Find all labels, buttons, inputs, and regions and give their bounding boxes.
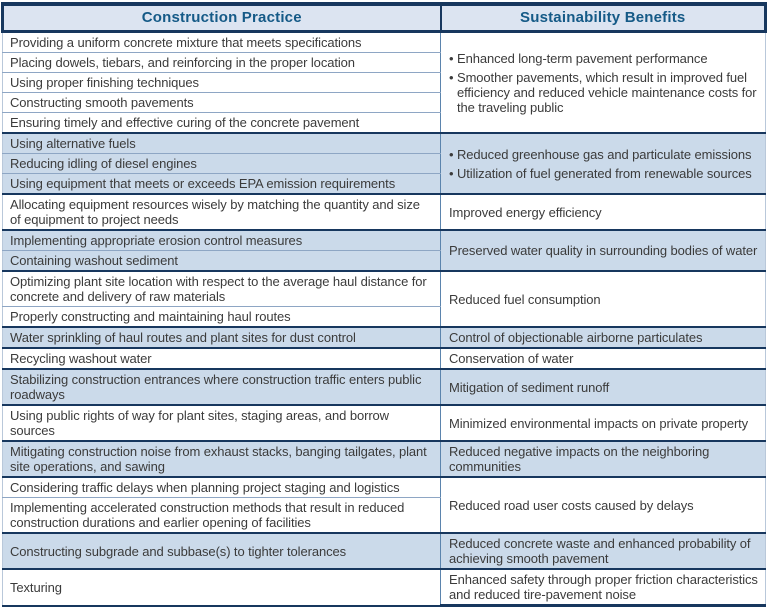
benefit-text: Conservation of water (449, 351, 574, 366)
column-header-sustainability-benefits: Sustainability Benefits (441, 4, 766, 32)
benefit-text: Minimized environmental impacts on private property (449, 415, 749, 431)
practice-cell: Constructing subgrade and subbase(s) to tighter tolerances (3, 533, 441, 569)
practice-row (3, 32, 766, 53)
benefit-cell (441, 569, 766, 606)
practice-cell: Ensuring timely and effective curing of the concrete pavement (3, 113, 441, 134)
practice-cell: Considering traffic delays when planning project staging and logistics (3, 477, 441, 498)
practice-cell: Using alternative fuels (3, 133, 441, 154)
practice-cell: Properly constructing and maintaining haul routes (3, 307, 441, 328)
practice-row (3, 369, 766, 405)
benefit-cell (441, 271, 766, 327)
practice-row (3, 405, 766, 441)
practice-cell: Water sprinkling of haul routes and plant sites for dust control (3, 327, 441, 348)
practice-row (3, 230, 766, 251)
practice-cell: Providing a uniform concrete mixture that meets specifications (3, 32, 441, 53)
benefit-bullet-list (449, 147, 760, 181)
practice-row (3, 533, 766, 569)
benefit-text: Enhanced safety through proper friction characteristics and reduced tire-pavement noise (449, 572, 758, 602)
practice-row (3, 441, 766, 477)
table-body (3, 32, 766, 606)
benefit-cell (441, 133, 766, 194)
benefit-cell (441, 348, 766, 369)
header-row (3, 4, 766, 32)
benefit-text: Reduced road user costs caused by delays (449, 497, 694, 513)
benefit-text: Mitigation of sediment runoff (449, 379, 610, 395)
practice-cell: Containing washout sediment (3, 251, 441, 272)
practice-cell: Mitigating construction noise from exhaust stacks, banging tailgates, plant site operations, and sawing (3, 441, 441, 477)
benefit-cell (441, 194, 766, 230)
practice-cell: Texturing (3, 569, 441, 606)
benefit-cell (441, 533, 766, 569)
benefit-cell (441, 405, 766, 441)
practice-cell: Constructing smooth pavements (3, 93, 441, 113)
benefit-bullet-list (449, 51, 760, 115)
practice-cell: Placing dowels, tiebars, and reinforcing in the proper location (3, 53, 441, 73)
practice-cell: Using public rights of way for plant sites, staging areas, and borrow sources (3, 405, 441, 441)
column-header-construction-practice: Construction Practice (3, 4, 441, 32)
practice-row (3, 271, 766, 307)
benefit-text: Control of objectionable airborne particulates (449, 330, 703, 345)
practice-cell: Stabilizing construction entrances where construction traffic enters public roadways (3, 369, 441, 405)
practice-row (3, 194, 766, 230)
benefit-bullet-item: • Enhanced long-term pavement performance (449, 51, 760, 66)
benefit-cell (441, 369, 766, 405)
practice-row (3, 348, 766, 369)
practice-cell: Allocating equipment resources wisely by matching the quantity and size of equipment to project needs (3, 194, 441, 230)
benefit-cell (441, 477, 766, 533)
practice-cell: Recycling washout water (3, 348, 441, 369)
benefit-text: Reduced concrete waste and enhanced probability of achieving smooth pavement (449, 536, 751, 566)
practice-row (3, 569, 766, 606)
benefit-text: Preserved water quality in surrounding bodies of water (449, 243, 758, 258)
practice-cell: Reducing idling of diesel engines (3, 154, 441, 174)
benefit-text: Improved energy efficiency (449, 204, 602, 220)
benefit-cell (441, 327, 766, 348)
benefit-cell (441, 32, 766, 134)
practice-cell: Implementing appropriate erosion control measures (3, 230, 441, 251)
practices-benefits-table (1, 2, 767, 607)
benefit-bullet-item: • Reduced greenhouse gas and particulate emissions (449, 147, 760, 162)
practice-cell: Using proper finishing techniques (3, 73, 441, 93)
practice-cell: Implementing accelerated construction methods that result in reduced construction durations and earlier opening of facilities (3, 498, 441, 534)
benefit-cell (441, 441, 766, 477)
benefit-text: Reduced fuel consumption (449, 291, 601, 307)
table-header (3, 4, 766, 32)
practice-cell: Using equipment that meets or exceeds EPA emission requirements (3, 174, 441, 195)
benefit-bullet-item: • Utilization of fuel generated from renewable sources (449, 166, 760, 181)
benefit-bullet-item: • Smoother pavements, which result in improved fuel efficiency and reduced vehicle maintenance costs for the traveling public (449, 70, 760, 115)
practice-row (3, 133, 766, 154)
practice-row (3, 327, 766, 348)
practice-row (3, 477, 766, 498)
benefit-text: Reduced negative impacts on the neighboring communities (449, 444, 710, 474)
practice-cell: Optimizing plant site location with respect to the average haul distance for concrete and delivery of raw materials (3, 271, 441, 307)
benefit-cell (441, 230, 766, 271)
